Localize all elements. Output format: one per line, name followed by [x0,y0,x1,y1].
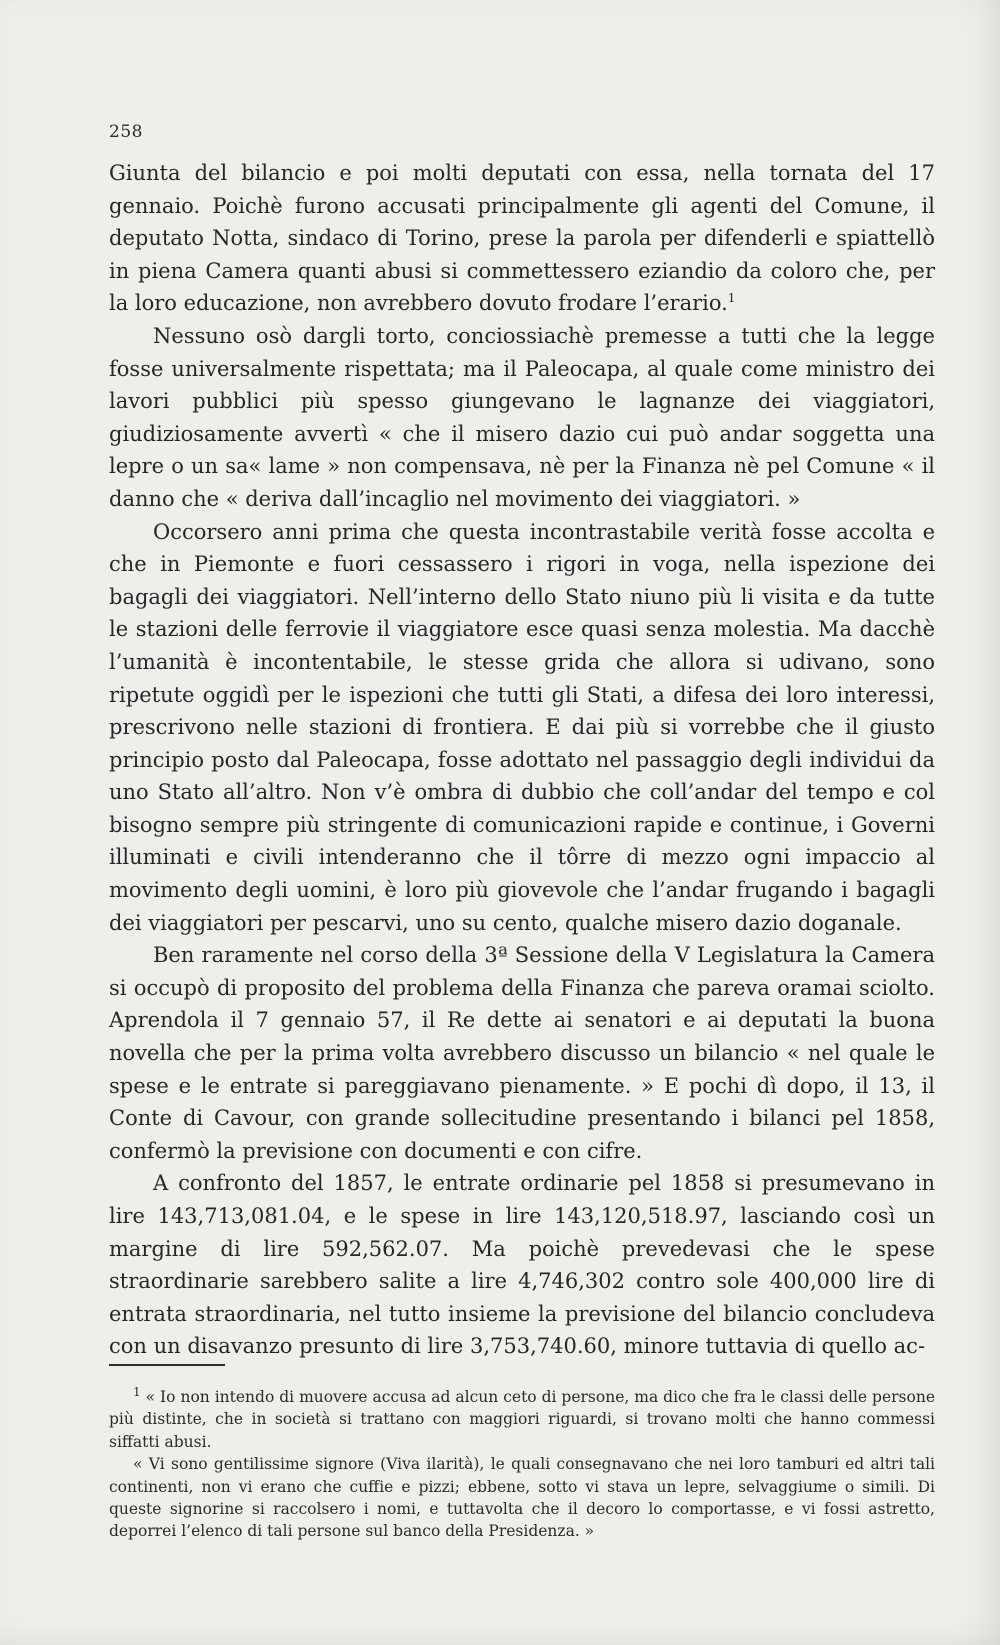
footnote-divider [109,1364,225,1366]
paragraph: Occorsero anni prima che questa incontrastabile verità fosse accolta e che in Piemonte e fuori cessassero i rigori in voga, nella ispezione dei bagagli dei viaggiatori. Nell’interno dello Stato niuno più li visita e da tutte le stazioni delle ferrovie il viaggiatore esce quasi senza molestia. Ma dacchè l’umanità è incontentabile, le stesse grida che allora si udivano, sono ripetute oggidì per le ispezioni che tutti gli Stati, a difesa dei loro interessi, prescrivono nelle stazioni di frontiera. E dai più si vorrebbe che il giusto principio posto dal Paleocapa, fosse adottato nel passaggio degli individui da uno Stato all’altro. Non v’è ombra di dubbio che coll’andar del tempo e col bisogno sempre più stringente di comunicazioni rapide e continue, i Governi illuminati e civili intenderanno che il tôrre di mezzo ogni impaccio al movimento degli uomini, è loro più giovevole che l’andar frugando i bagagli dei viaggiatori per pescarvi, uno su cento, qualche misero dazio doganale. [109,519,935,935]
paragraph-text: Giunta del bilancio e poi molti deputati con essa, nella tornata del 17 gennaio. Poichè furono accusati principalmente gli agenti del Comune, il deputato Notta, sindaco di Torino, prese la parola per difenderli e spiattellò in piena Camera quanti abusi si commettessero eziandio da coloro che, per la loro educazione, non avrebbero dovuto frodare l’erario. [109,161,935,316]
page-number: 258 [109,122,143,142]
paragraph [109,157,935,320]
main-text [109,157,935,1363]
footnote-text: « Io non intendo di muovere accusa ad alcun ceto di persone, ma dico che fra le classi delle persone più distinte, che in società si trattano con maggiori riguardi, si trovano molti che hanno commessi siffatti abusi. [109,1388,936,1451]
paragraph: Ben raramente nel corso della 3ª Sessione della V Legislatura la Camera si occupò di proposito del problema della Finanza che pareva oramai sciolto. Aprendola il 7 gennaio 57, il Re dette ai senatori e ai deputati la buona novella che per la prima volta avrebbero discusso un bilancio « nel quale le spese e le entrate si pareggiavano pienamente. » E pochi dì dopo, il 13, il Conte di Cavour, con grande sollecitudine presentando i bilanci pel 1858, confermò la previsione con documenti e con cifre. [109,943,935,1163]
footnote-number: 1 [133,1384,141,1399]
footnote-continuation: « Vi sono gentilissime signore (Viva ilarità), le quali consegnavano che nei loro tamburi ed altri tali continenti, non vi erano che cuffie e pizzi; ebbene, sotto vi stava un lepre, selvaggiume o simili. Di queste signorine si raccolsero i nomi, e tuttavolta che il decoro lo comportasse, e vi fossi astretto, deporrei l’elenco di tali persone sul banco della Presidenza. » [109,1455,935,1541]
footnote-marker: 1 [727,291,736,306]
footnotes [109,1386,935,1543]
footnote [109,1386,935,1453]
paragraph: A confronto del 1857, le entrate ordinarie pel 1858 si presumevano in lire 143,713,081.04, e le spese in lire 143,120,518.97, lasciando così un margine di lire 592,562.07. Ma poichè prevedevasi che le spese straordinarie sarebbero salite a lire 4,746,302 contro sole 400,000 lire di entrata straordinaria, nel tutto insieme la previsione del bilancio concludeva con un disavanzo presunto di lire 3,753,740.60, minore tuttavia di quello ac- [109,1171,935,1359]
paragraph: Nessuno osò dargli torto, conciossiachè premesse a tutti che la legge fosse universalmente rispettata; ma il Paleocapa, al quale come ministro dei lavori pubblici più spesso giungevano le lagnanze dei viaggiatori, giudiziosamente avvertì « che il misero dazio cui può andar soggetta una lepre o un sa« lame » non compensava, nè per la Finanza nè pel Comune « il danno che « deriva dall’incaglio nel movimento dei viaggiatori. » [109,323,935,511]
